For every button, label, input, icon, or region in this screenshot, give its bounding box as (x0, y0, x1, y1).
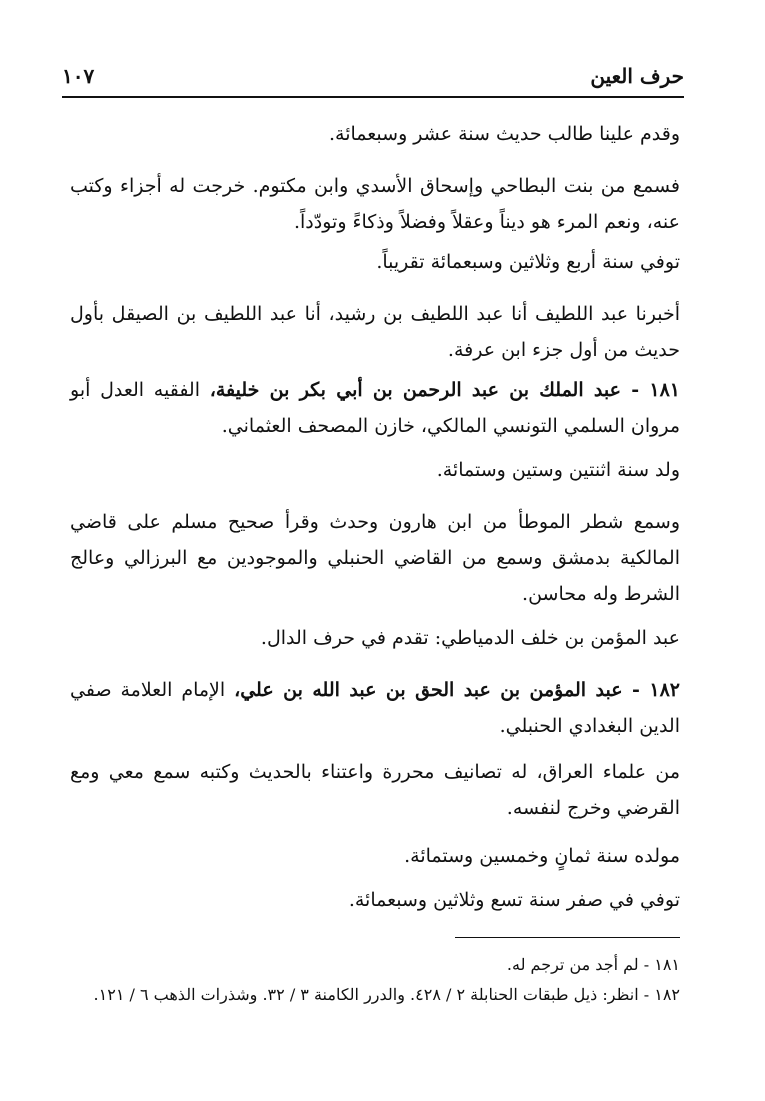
footnote: ١٨١ - لم أجد من ترجم له. (506, 955, 680, 974)
paragraph: وسمع شطر الموطأ من ابن هارون وحدث وقرأ صحيح مسلم على قاضي المالكية بدمشق وسمع من القاضي الحنبلي والموجودين مع البرزالي وعالج الشرط وله محاسن. (70, 511, 680, 605)
entry-heading: ١٨١ - عبد الملك بن عبد الرحمن بن أبي بكر بن خليفة، (209, 379, 680, 401)
paragraph: عبد المؤمن بن خلف الدمياطي: تقدم في حرف الدال. (260, 627, 680, 649)
chapter-title: حرف العين (590, 64, 684, 88)
paragraph: من علماء العراق، له تصانيف محررة واعتناء بالحديث وكتبه سمع معي ومع القرضي وخرج لنفسه. (70, 761, 680, 819)
footnote: ١٨٢ - انظر: ذيل طبقات الحنابلة ٢ / ٤٢٨. والدرر الكامنة ٣ / ٣٢. وشذرات الذهب ٦ / ١٢١. (93, 985, 680, 1004)
entry-181 (70, 372, 680, 444)
paragraph: ولد سنة اثنتين وستين وستمائة. (436, 459, 680, 481)
paragraph: مولده سنة ثمانٍ وخمسين وستمائة. (404, 845, 680, 867)
entry-182 (70, 672, 680, 744)
paragraph: توفي في صفر سنة تسع وثلاثين وسبعمائة. (348, 889, 680, 911)
paragraph: وقدم علينا طالب حديث سنة عشر وسبعمائة. (328, 123, 680, 145)
entry-text: الإمام العلامة صفي الدين البغدادي الحنبلي. (70, 679, 680, 737)
entry-heading: ١٨٢ - عبد المؤمن بن عبد الحق بن عبد الله بن علي، (234, 679, 680, 701)
footnote-divider (455, 937, 680, 938)
running-header (62, 62, 684, 98)
paragraph: أخبرنا عبد اللطيف أنا عبد اللطيف بن رشيد، أنا عبد اللطيف بن الصيقل بأول حديث من أول جزء ابن عرفة. (70, 303, 680, 361)
page-number: ١٠٧ (62, 64, 95, 88)
paragraph: فسمع من بنت البطاحي وإسحاق الأسدي وابن مكتوم. خرجت له أجزاء وكتب عنه، ونعم المرء هو ديناً وعقلاً وفضلاً وذكاءً وتودّداً. (70, 175, 680, 233)
paragraph: توفي سنة أربع وثلاثين وسبعمائة تقريباً. (376, 251, 680, 273)
entry-text: الفقيه العدل أبو مروان السلمي التونسي المالكي، خازن المصحف العثماني. (70, 379, 680, 437)
